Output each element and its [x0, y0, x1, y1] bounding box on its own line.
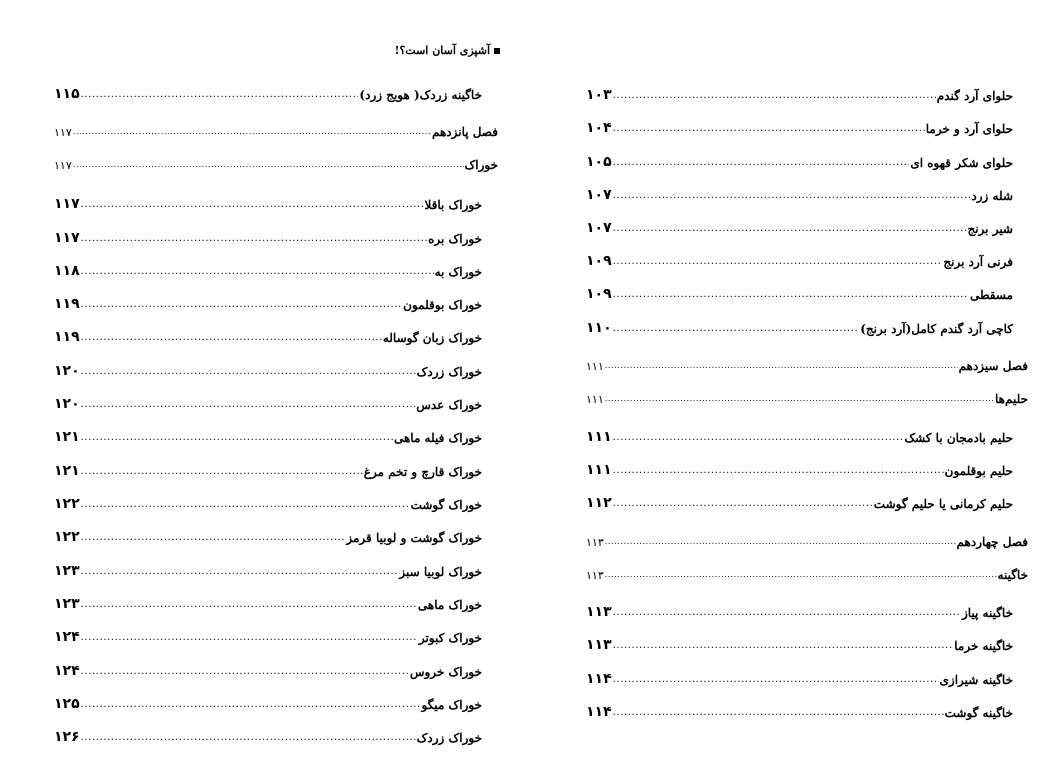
- toc-entry-row[interactable]: [586, 247, 1013, 269]
- toc-entry-row[interactable]: [54, 523, 482, 545]
- toc-title: خوراک زردک: [416, 365, 482, 379]
- dot-leader: [81, 698, 421, 712]
- dot-leader: [73, 125, 431, 139]
- toc-page-number: ۱۰۴: [586, 120, 612, 136]
- toc-entry-row[interactable]: [54, 623, 482, 645]
- toc-entry-row[interactable]: [54, 657, 482, 679]
- dot-leader: [613, 706, 944, 720]
- toc-page-number: ۱۱۴: [586, 704, 612, 720]
- toc-page-number: ۱۱۱: [586, 429, 612, 445]
- toc-page-number: ۱۰۹: [586, 253, 612, 269]
- dot-leader: [613, 89, 936, 103]
- toc-title: حلوای آرد و خرما: [925, 122, 1013, 136]
- dot-leader: [613, 222, 967, 236]
- toc-chapter-row[interactable]: [586, 527, 1028, 549]
- dot-leader: [605, 535, 956, 549]
- toc-entry-row[interactable]: [586, 214, 1013, 236]
- toc-entry-row[interactable]: [54, 390, 482, 412]
- dot-leader: [81, 631, 418, 645]
- toc-page-number: ۱۱۳: [586, 569, 604, 582]
- toc-entry-row[interactable]: [586, 631, 1013, 653]
- dot-leader: [613, 156, 910, 170]
- toc-chapter-row[interactable]: [54, 150, 498, 172]
- toc-title: حلیم کرمانی یا حلیم گوشت: [873, 497, 1013, 511]
- toc-page-number: ۱۲۱: [54, 463, 80, 479]
- toc-page-number: ۱۱۱: [586, 462, 612, 478]
- dot-leader: [613, 606, 961, 620]
- toc-entry-row[interactable]: [586, 114, 1013, 136]
- toc-entry-row[interactable]: [54, 423, 482, 445]
- toc-chapter-row[interactable]: [586, 560, 1028, 582]
- toc-title: فصل پانزدهم: [431, 125, 498, 139]
- toc-page-number: ۱۱۹: [54, 296, 80, 312]
- dot-leader: [613, 497, 873, 511]
- toc-page-number: ۱۱۱: [586, 393, 604, 406]
- toc-page-number: ۱۰۷: [586, 187, 612, 203]
- dot-leader: [613, 673, 939, 687]
- dot-leader: [605, 568, 997, 582]
- toc-page-number: ۱۲۶: [54, 729, 80, 745]
- toc-entry-row[interactable]: [586, 665, 1013, 687]
- toc-title: خوراک گوشت و لوبیا قرمز: [346, 531, 482, 545]
- toc-entry-row[interactable]: [586, 148, 1013, 170]
- dot-leader: [81, 731, 416, 745]
- toc-entry-row[interactable]: [54, 80, 482, 102]
- toc-entry-row[interactable]: [54, 290, 482, 312]
- toc-entry-row[interactable]: [54, 357, 482, 379]
- book-title: آشپزی آسان است؟!: [394, 44, 490, 57]
- toc-page-number: ۱۱۵: [54, 86, 80, 102]
- toc-page-number: ۱۰۷: [586, 220, 612, 236]
- toc-entry-row[interactable]: [586, 280, 1013, 302]
- toc-title: خوراک باقلا: [424, 198, 482, 212]
- toc-title: شیر برنج: [967, 222, 1013, 236]
- dot-leader: [613, 322, 860, 336]
- toc-chapter-row[interactable]: [54, 117, 498, 139]
- toc-title: خوراک به: [434, 265, 482, 279]
- toc-page-number: ۱۱۰: [586, 320, 612, 336]
- toc-page-number: ۱۲۳: [54, 596, 80, 612]
- toc-title: خوراک میگو: [421, 698, 482, 712]
- dot-leader: [81, 498, 410, 512]
- dot-leader: [81, 88, 359, 102]
- dot-leader: [81, 665, 409, 679]
- toc-entry-row[interactable]: [586, 456, 1013, 478]
- dot-leader: [81, 565, 399, 579]
- dot-leader: [73, 158, 464, 172]
- toc-page-number: ۱۲۰: [54, 396, 80, 412]
- toc-title: فصل سیزدهم: [958, 359, 1028, 373]
- toc-page-number: ۱۱۸: [54, 263, 80, 279]
- toc-page-number: ۱۱۳: [586, 604, 612, 620]
- toc-chapter-row[interactable]: [586, 384, 1028, 406]
- toc-title: خوراک بره: [428, 232, 482, 246]
- dot-leader: [81, 298, 402, 312]
- toc-title: کاچی آرد گندم کامل(آرد برنج): [860, 322, 1013, 336]
- toc-page-number: ۱۱۷: [54, 196, 80, 212]
- dot-leader: [81, 265, 434, 279]
- toc-page-number: ۱۲۲: [54, 496, 80, 512]
- toc-title: مسقطی: [969, 288, 1013, 302]
- toc-page-number: ۱۱۹: [54, 329, 80, 345]
- running-header: [380, 44, 500, 57]
- toc-title: شله زرد: [971, 189, 1013, 203]
- toc-title: خاگینه خرما: [954, 639, 1013, 653]
- dot-leader: [81, 198, 424, 212]
- toc-page-number: ۱۲۰: [54, 363, 80, 379]
- toc-title: خوراک گوشت: [410, 498, 482, 512]
- toc-title: خوراک فیله ماهی: [393, 431, 482, 445]
- dot-leader: [605, 392, 994, 406]
- toc-title: خاگینه: [997, 568, 1028, 582]
- dot-leader: [613, 464, 944, 478]
- toc-page-number: ۱۱۷: [54, 230, 80, 246]
- toc-title: خوراک زبان گوساله: [382, 331, 482, 345]
- toc-title: خاگینه پیاز: [961, 606, 1013, 620]
- toc-title: خاگینه زردک( هویج زرد): [359, 88, 482, 102]
- toc-title: خاگینه شیرازی: [939, 673, 1013, 687]
- toc-title: فصل چهاردهم: [956, 535, 1028, 549]
- toc-entry-row[interactable]: [54, 557, 482, 579]
- toc-title: خوراک قارچ و تخم مرغ: [363, 465, 482, 479]
- toc-page-number: ۱۲۲: [54, 529, 80, 545]
- toc-title: خوراک ماهی: [417, 598, 482, 612]
- toc-title: خوراک لوبیا سبز: [399, 565, 482, 579]
- toc-page-number: ۱۲۱: [54, 429, 80, 445]
- toc-page-number: ۱۱۴: [586, 671, 612, 687]
- toc-page-number: ۱۰۳: [586, 87, 612, 103]
- toc-title: خوراک عدس: [416, 398, 482, 412]
- dot-leader: [605, 359, 958, 373]
- dot-leader: [81, 398, 416, 412]
- toc-entry-row[interactable]: [586, 698, 1013, 720]
- toc-title: خوراک خروس: [409, 665, 482, 679]
- toc-page-number: ۱۱۷: [54, 126, 72, 139]
- toc-page-number: ۱۰۵: [586, 154, 612, 170]
- toc-entry-row[interactable]: [586, 423, 1013, 445]
- toc-page-number: ۱۲۵: [54, 696, 80, 712]
- dot-leader: [613, 255, 943, 269]
- toc-entry-row[interactable]: [54, 257, 482, 279]
- toc-page-number: ۱۱۳: [586, 536, 604, 549]
- toc-title: حلیم بادمجان با کشک: [904, 431, 1013, 445]
- toc-page-number: ۱۲۴: [54, 629, 80, 645]
- toc-entry-row[interactable]: [54, 590, 482, 612]
- toc-title: حلیم‌ها: [995, 392, 1028, 406]
- toc-title: خاگینه گوشت: [944, 706, 1013, 720]
- dot-leader: [81, 365, 416, 379]
- toc-title: خوراک زردک: [416, 731, 482, 745]
- toc-page-number: ۱۲۴: [54, 663, 80, 679]
- toc-title: خوراک بوقلمون: [403, 298, 482, 312]
- dot-leader: [81, 232, 427, 246]
- toc-entry-row[interactable]: [54, 323, 482, 345]
- dot-leader: [613, 288, 969, 302]
- toc-entry-row[interactable]: [54, 224, 482, 246]
- toc-entry-row[interactable]: [586, 314, 1013, 336]
- toc-entry-row[interactable]: [54, 690, 482, 712]
- toc-entry-row[interactable]: [586, 81, 1013, 103]
- toc-entry-row[interactable]: [586, 489, 1013, 511]
- toc-page-number: ۱۲۳: [54, 563, 80, 579]
- toc-entry-row[interactable]: [54, 490, 482, 512]
- toc-entry-row[interactable]: [586, 598, 1013, 620]
- toc-title: حلوای آرد گندم: [936, 89, 1013, 103]
- dot-leader: [613, 122, 925, 136]
- toc-entry-row[interactable]: [54, 723, 482, 745]
- dot-leader: [81, 598, 417, 612]
- dot-leader: [81, 431, 393, 445]
- dot-leader: [613, 189, 971, 203]
- toc-title: فرنی آرد برنج: [943, 255, 1013, 269]
- dot-leader: [81, 531, 346, 545]
- toc-entry-row[interactable]: [54, 457, 482, 479]
- dot-leader: [613, 431, 904, 445]
- toc-title: خوراک: [464, 158, 498, 172]
- toc-title: خوراک کبوتر: [418, 631, 482, 645]
- toc-page-number: ۱۰۹: [586, 286, 612, 302]
- toc-entry-row[interactable]: [54, 190, 482, 212]
- toc-title: حلوای شکر قهوه ای: [910, 156, 1013, 170]
- square-bullet-icon: [494, 48, 500, 54]
- toc-chapter-row[interactable]: [586, 351, 1028, 373]
- dot-leader: [81, 465, 363, 479]
- dot-leader: [613, 639, 954, 653]
- toc-page-number: ۱۱۲: [586, 495, 612, 511]
- toc-page-number: ۱۱۱: [586, 360, 604, 373]
- dot-leader: [81, 331, 382, 345]
- toc-page-number: ۱۱۷: [54, 159, 72, 172]
- toc-entry-row[interactable]: [586, 181, 1013, 203]
- toc-page-number: ۱۱۳: [586, 637, 612, 653]
- toc-title: حلیم بوقلمون: [944, 464, 1013, 478]
